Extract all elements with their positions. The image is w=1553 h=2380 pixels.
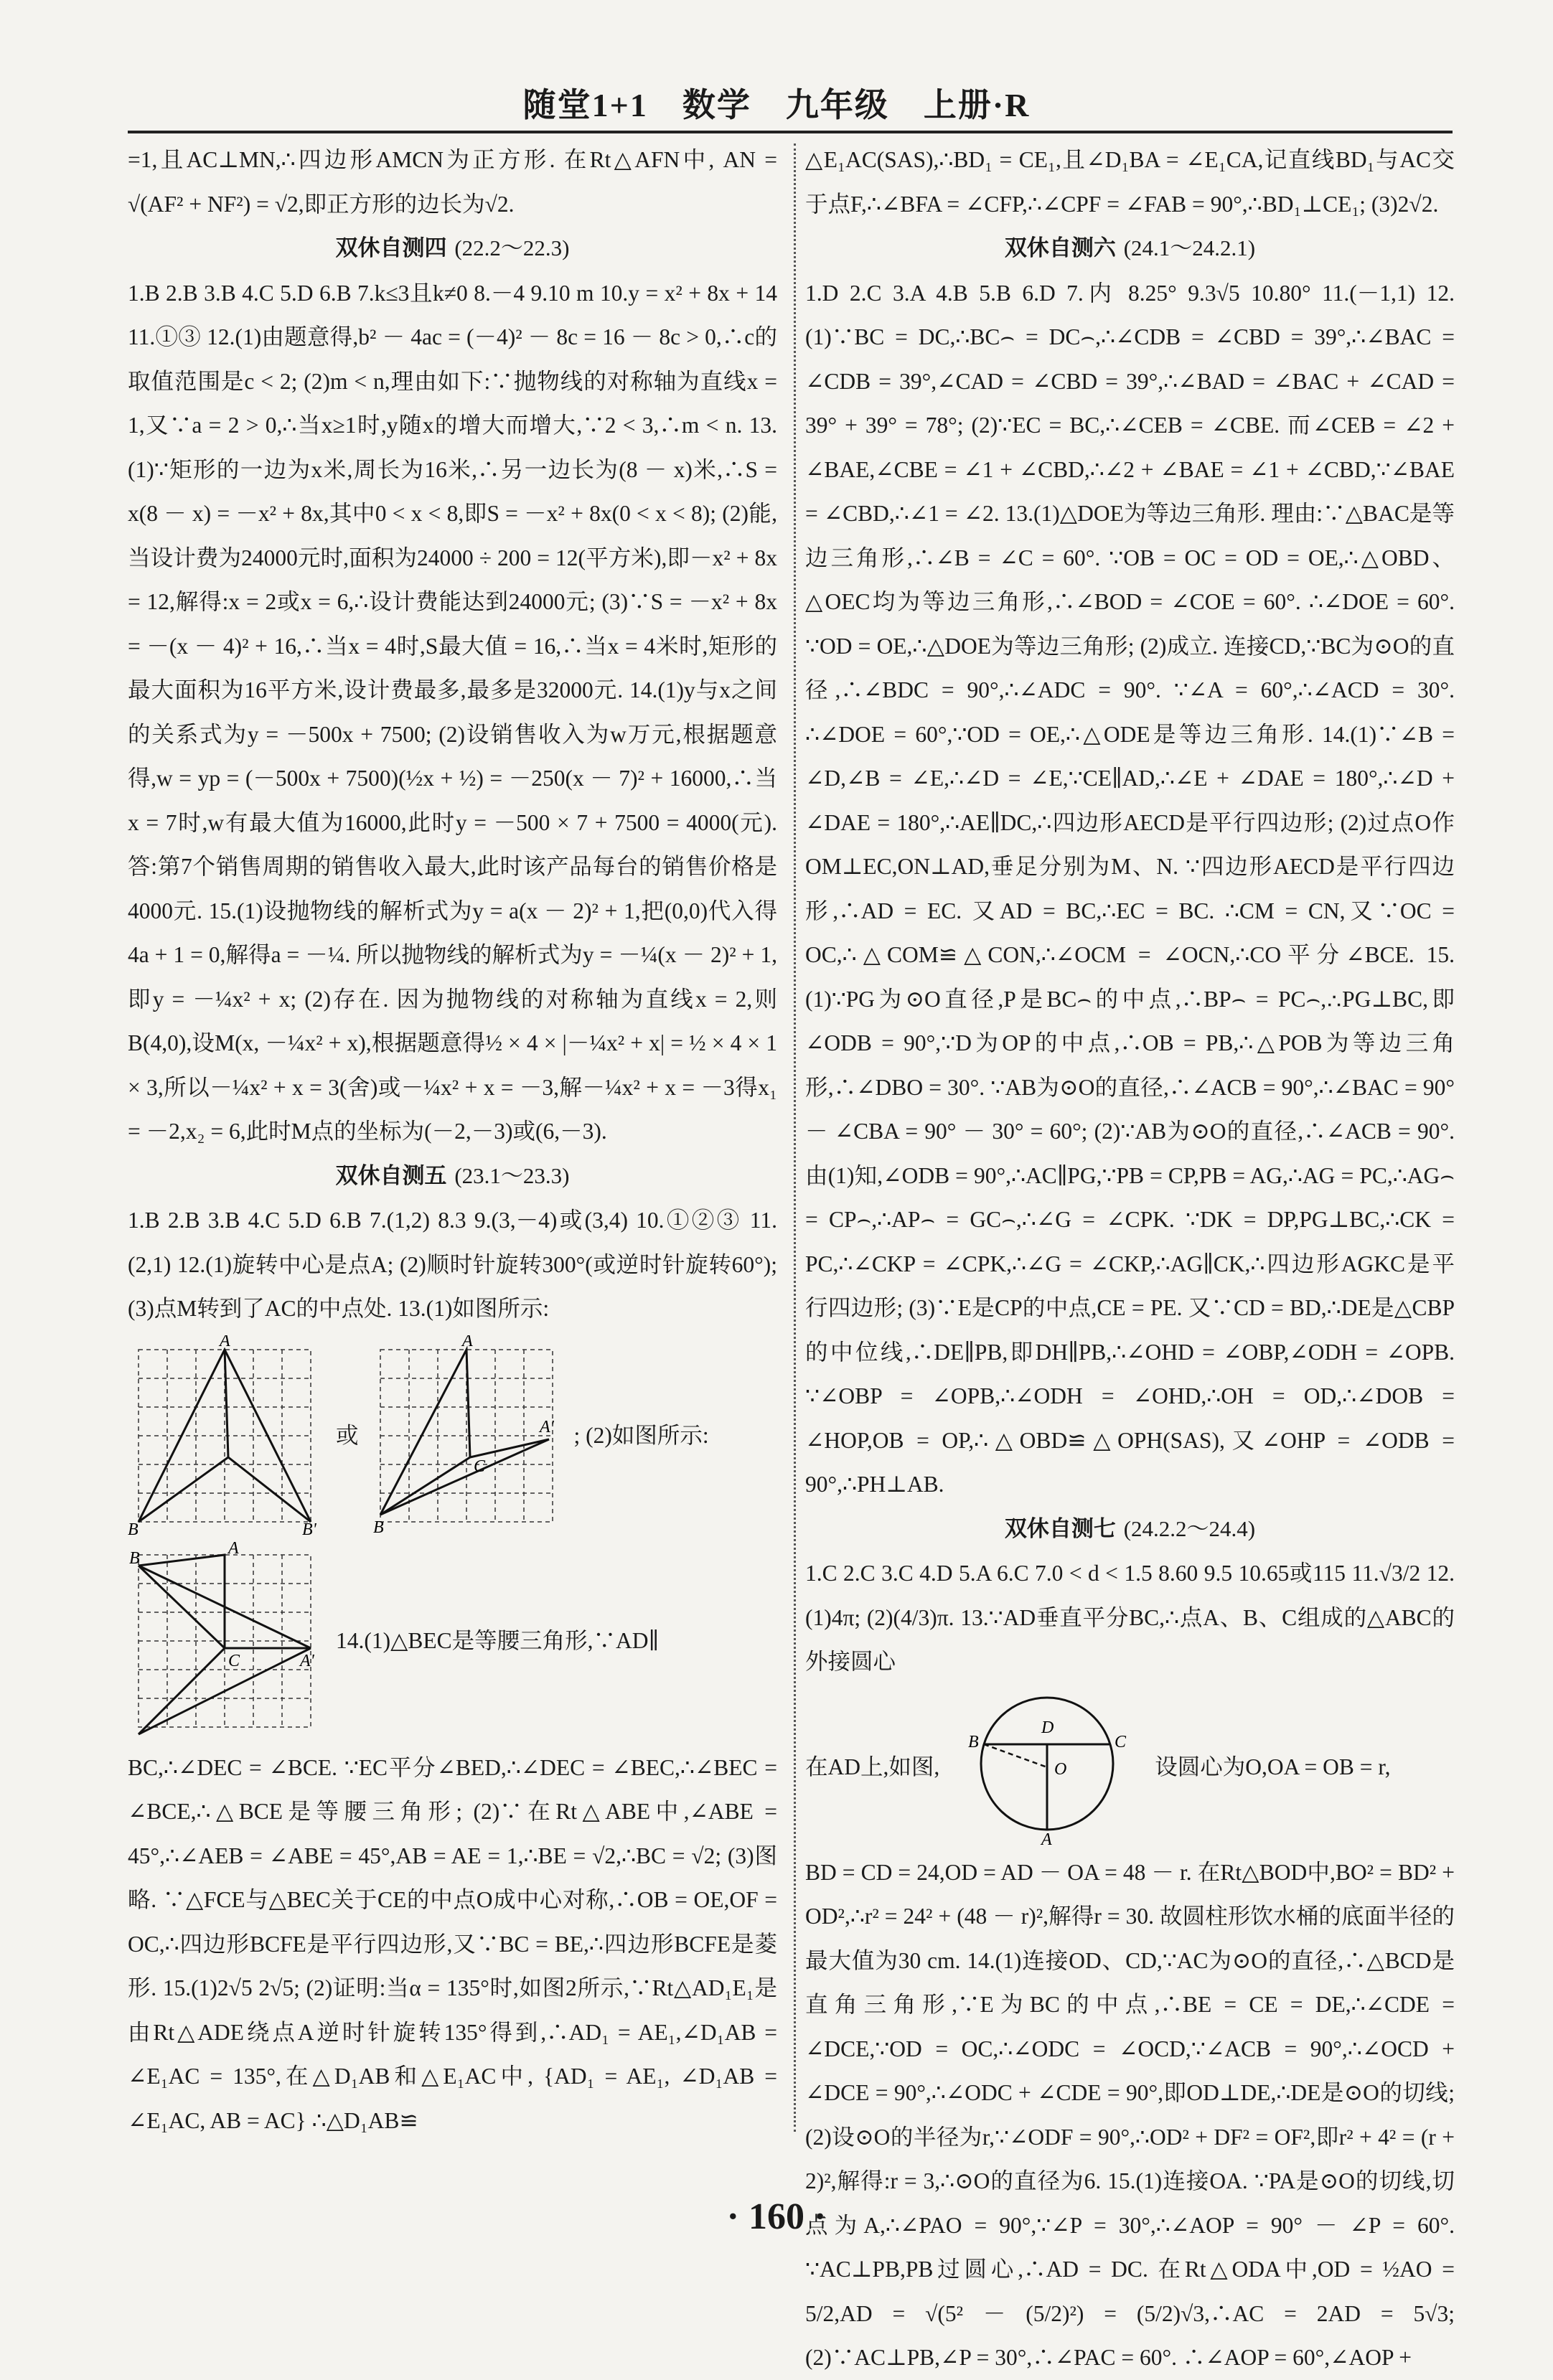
section-title-7 (805, 1507, 1455, 1552)
section-title-7-text: 双休自测七 (1004, 1515, 1116, 1542)
section-6-body: 1.D 2.C 3.A 4.B 5.B 6.D 7.内 8.25° 9.3√5 10.80° 11.(－1,1) 12.(1)∵BC = DC,∴BC⌢ = DC⌢,∴∠CDB = ∠CBD = 39°,∴∠BAC = ∠CDB = 39°,∠CAD = ∠CBD = 39°,∴∠BAD = ∠BAC + ∠CAD = 39° + 39° = 78°; (2)∵EC = BC,∴∠CEB = ∠CBE. 而∠CEB = ∠2 + ∠BAE,∠CBE = ∠1 + ∠CBD,∴∠2 + ∠BAE = ∠1 + ∠CBD,∵∠BAE = ∠CBD,∴∠1 = ∠2. 13.(1)△DOE为等边三角形. 理由:∵△BAC是等边三角形,∴∠B = ∠C = 60°. ∵OB = OC = OD = OE,∴△OBD、△OEC均为等边三角形,∴∠BOD = ∠COE = 60°. ∴∠DOE = 60°. ∵OD = OE,∴△DOE为等边三角形; (2)成立. 连接CD,∵BC为⊙O的直径,∴∠BDC = 90°,∴∠ADC = 90°. ∵∠A = 60°,∴∠ACD = 30°. ∴∠DOE = 60°,∵OD = OE,∴△ODE是等边三角形. 14.(1)∵∠B = ∠D,∠B = ∠E,∴∠D = ∠E,∵CE∥AD,∴∠E + ∠DAE = 180°,∴∠D + ∠DAE = 180°,∴AE∥DC,∴四边形AECD是平行四边形; (2)过点O作OM⊥EC,ON⊥AD,垂足分别为M、N. ∵四边形AECD是平行四边形,∴AD = EC. 又AD = BC,∴EC = BC. ∴CM = CN,又∵OC = OC,∴△COM≌△CON,∴∠OCM = ∠OCN,∴CO平分∠BCE. 15.(1)∵PG为⊙O直径,P是BC⌢的中点,∴BP⌢ = PC⌢,∴PG⊥BC,即∠ODB = 90°,∵D为OP的中点,∴OB = PB,∴△POB为等边三角形,∴∠DBO = 30°. ∵AB为⊙O的直径,∴∠ACB = 90°,∴∠BAC = 90° － ∠CBA = 90° － 30° = 60°; (2)∵AB为⊙O的直径,∴∠ACB = 90°. 由(1)知,∠ODB = 90°,∴AC∥PG,∵PB = CP,PB = AG,∴AG = PC,∴AG⌢ = CP⌢,∴AP⌢ = GC⌢,∴∠G = ∠CPK. ∵DK = DP,PG⊥BC,∴CK = PC,∴∠CKP = ∠CPK,∴∠G = ∠CKP,∴AG∥CK,∴四边形AGKC是平行四边形; (3)∵E是CP的中点,CE = PE. 又∵CD = BD,∴DE是△CBP的中位线,∴DE∥PB,即DH∥PB,∴∠OHD = ∠OBP,∠ODH = ∠OPB. ∵∠OBP = ∠OPB,∴∠ODH = ∠OHD,∴OH = OD,∴∠DOB = ∠HOP,OB = OP,∴△OBD≌△OPH(SAS),又∠OHP = ∠ODB = 90°,∴PH⊥AB. (805, 280, 1455, 1497)
circle-label-A: A (1041, 1830, 1052, 1846)
label-A: A (220, 1335, 230, 1350)
left-intro: =1,且AC⊥MN,∴四边形AMCN为正方形. 在Rt△AFN中, AN = √(AF² + NF²) = √2,即正方形的边长为√2. (128, 147, 777, 217)
section-title-4 (128, 226, 777, 271)
circle-figure (954, 1688, 1140, 1846)
label-B-prime: B' (302, 1520, 316, 1536)
section-title-6 (805, 226, 1455, 271)
label-B: B (128, 1520, 139, 1536)
section-range-4: (22.2～22.3) (454, 235, 570, 260)
right-column (805, 138, 1455, 2380)
circle-label-B: B (968, 1732, 979, 1751)
grid-figure-2 (373, 1335, 560, 1536)
label-A-2: A (461, 1335, 473, 1350)
circle-label-O: O (1054, 1759, 1067, 1779)
figure-13-part2: ; (2)如图所示: (573, 1422, 709, 1448)
grid-figure-3 (128, 1541, 322, 1741)
section-title-4-text: 双休自测四 (335, 235, 447, 261)
label-C-2: C (473, 1457, 485, 1476)
circle-text-right: 设圆心为O,OA = OB = r, (1155, 1754, 1391, 1779)
problem-14-start: 14.(1)△BEC是等腰三角形,∵AD∥ (336, 1627, 660, 1653)
circle-label-C: C (1115, 1732, 1127, 1751)
circle-label-D: D (1041, 1718, 1054, 1737)
section-range-6: (24.1～24.2.1) (1123, 235, 1256, 260)
right-intro: △E₁AC(SAS),∴BD₁ = CE₁,且∠D₁BA = ∠E₁CA,记直线BD₁与AC交于点F,∴∠BFA = ∠CFP,∴∠CPF = ∠FAB = 90°,∴BD₁⊥CE₁; (3)2√2. (805, 147, 1455, 217)
section-range-5: (23.1～23.3) (454, 1162, 570, 1188)
column-divider (794, 144, 796, 2132)
label-A-3: A (228, 1540, 239, 1558)
left-column (128, 138, 777, 2143)
figure-row-13 (128, 1335, 777, 1536)
section-4-body: 1.B 2.B 3.B 4.C 5.D 6.B 7.k≤3且k≠0 8.－4 9.10 m 10.y = x² + 8x + 14 11.①③ 12.(1)由题意得,b² － 4ac = (－4)² － 8c = 16 － 8c > 0,∴c的取值范围是c < 2; (2)m < n,理由如下:∵抛物线的对称轴为直线x = 1,又∵a = 2 > 0,∴当x≥1时,y随x的增大而增大,∵2 < 3,∴m < n. 13.(1)∵矩形的一边为x米,周长为16米,∴另一边长为(8 － x)米,∴S = x(8 － x) = －x² + 8x,其中0 < x < 8,即S = －x² + 8x(0 < x < 8); (2)能,当设计费为24000元时,面积为24000 ÷ 200 = 12(平方米),即－x² + 8x = 12,解得:x = 2或x = 6,∴设计费能达到24000元; (3)∵S = －x² + 8x = －(x － 4)² + 16,∴当x = 4时,S最大值 = 16,∴当x = 4米时,矩形的最大面积为16平方米,设计费最多,最多是32000元. 14.(1)y与x之间的关系式为y = －500x + 7500; (2)设销售收入为w万元,根据题意得,w = yp = (－500x + 7500)(½x + ½) = －250(x － 7)² + 16000,∴当x = 7时,w有最大值为16000,此时y = －500 × 7 + 7500 = 4000(元). 答:第7个销售周期的销售收入最大,此时该产品每台的销售价格是4000元. 15.(1)设抛物线的解析式为y = a(x － 2)² + 1,把(0,0)代入得4a + 1 = 0,解得a = －¼. 所以抛物线的解析式为y = －¼(x － 2)² + 1,即y = －¼x² + x; (2)存在. 因为抛物线的对称轴为直线x = 2,则B(4,0),设M(x, －¼x² + x),根据题意得½ × 4 × |－¼x² + x| = ½ × 4 × 1 × 3,所以－¼x² + x = 3(舍)或－¼x² + x = －3,解－¼x² + x = －3得x₁ = －2,x₂ = 6,此时M点的坐标为(－2,－3)或(6,－3). (128, 280, 777, 1144)
label-A-prime-3: A' (300, 1651, 314, 1670)
section-title-6-text: 双休自测六 (1004, 235, 1116, 261)
figure-row-14 (128, 1541, 777, 1741)
section-5-body: 1.B 2.B 3.B 4.C 5.D 6.B 7.(1,2) 8.3 9.(3,－4)或(3,4) 10.①②③ 11.(2,1) 12.(1)旋转中心是点A; (2)顺时针旋转300°(或逆时针旋转60°); (3)点M转到了AC的中点处. 13.(1)如图所示: (128, 1208, 777, 1321)
label-B-3: B (129, 1548, 140, 1568)
circle-text-left: 在AD上,如图, (805, 1754, 940, 1779)
section-5-body-2: BC,∴∠DEC = ∠BCE. ∵EC平分∠BED,∴∠DEC = ∠BEC,∴∠BEC = ∠BCE,∴△BCE是等腰三角形; (2)∵在Rt△ABE中,∠ABE = 45°,∴∠AEB = ∠ABE = 45°,AB = AE = 1,∴BE = √2,∴BC = √2; (3)图略. ∵△FCE与△BEC关于CE的中点O成中心对称,∴OB = OE,OF = OC,∴四边形BCFE是平行四边形,又∵BC = BE,∴四边形BCFE是菱形. 15.(1)2√5 2√5; (2)证明:当α = 135°时,如图2所示,∵Rt△AD₁E₁是由Rt△ADE绕点A逆时针旋转135°得到,∴AD₁ = AE₁,∠D₁AB = ∠E₁AC = 135°,在△D₁AB和△E₁AC中, {AD₁ = AE₁, ∠D₁AB = ∠E₁AC, AB = AC} ∴△D₁AB≌ (128, 1754, 777, 2133)
section-title-5 (128, 1154, 777, 1199)
or-label: 或 (336, 1422, 359, 1448)
label-B-2: B (372, 1518, 384, 1536)
label-C-3: C (228, 1651, 240, 1670)
section-7-body: 1.C 2.C 3.C 4.D 5.A 6.C 7.0 < d < 1.5 8.60 9.5 10.65或115 11.√3/2 12.(1)4π; (2)(4/3)π. 13.∵AD垂直平分BC,∴点A、B、C组成的△ABC的外接圆心 (805, 1561, 1455, 1674)
section-range-7: (24.2.2～24.4) (1123, 1515, 1256, 1541)
page-header: 随堂1+1 数学 九年级 上册·R (522, 87, 1031, 123)
section-7-body-2: BD = CD = 24,OD = AD － OA = 48 － r. 在Rt△BOD中,BO² = BD² + OD²,∴r² = 24² + (48 － r)²,解得r = 30. 故圆柱形饮水桶的底面半径的最大值为30 cm. 14.(1)连接OD、CD,∵AC为⊙O的直径,∴△BCD是直角三角形,∵E为BC的中点,∴BE = CE = DE,∴∠CDE = ∠DCE,∵OD = OC,∴∠ODC = ∠OCD,∵∠ACB = 90°,∴∠OCD + ∠DCE = 90°,∴∠ODC + ∠CDE = 90°,即OD⊥DE,∴DE是⊙O的切线; (2)设⊙O的半径为r,∵∠ODF = 90°,∴OD² + DF² = OF²,即r² + 4² = (r + 2)²,解得:r = 3,∴⊙O的直径为6. 15.(1)连接OA. ∵PA是⊙O的切线,切点为A,∴∠PAO = 90°,∵∠P = 30°,∴∠AOP = 90° － ∠P = 60°. ∵AC⊥PB,PB过圆心,∴AD = DC. 在Rt△ODA中,OD = ½AO = 5/2,AD = √(5² － (5/2)²) = (5/2)√3,∴AC = 2AD = 5√3; (2)∵AC⊥PB,∠P = 30°,∴∠PAC = 60°. ∴∠AOP = 60°,∠AOP + (805, 1859, 1455, 2370)
grid-figure-1 (128, 1335, 322, 1536)
label-A-prime: A' (539, 1417, 554, 1436)
header-rule (128, 131, 1453, 133)
section-title-5-text: 双休自测五 (335, 1162, 447, 1189)
page-number: · 160 · (726, 2196, 827, 2237)
circle-figure-row (805, 1688, 1455, 1846)
